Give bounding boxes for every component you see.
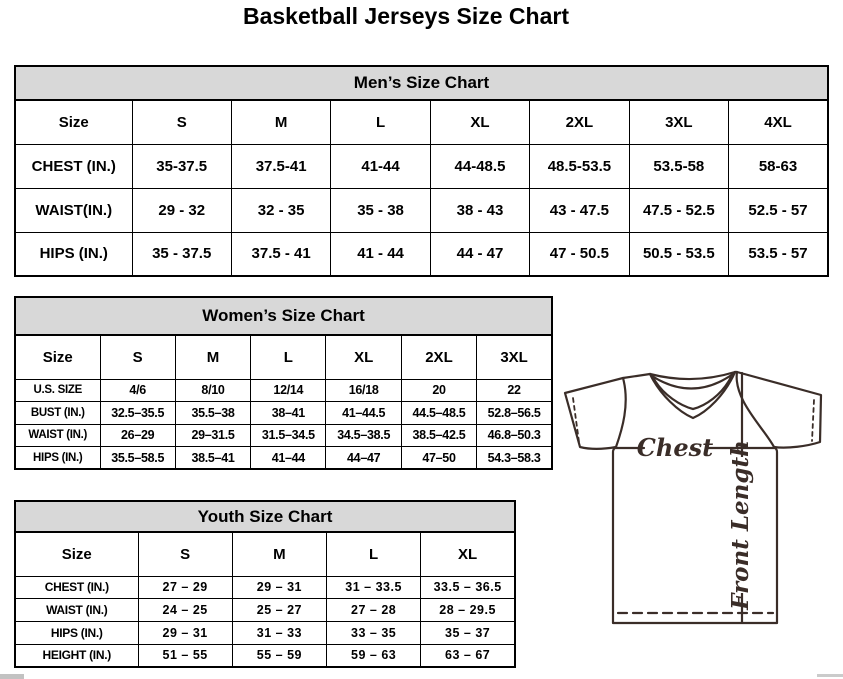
measurement-value-cell: 35.5–58.5 — [100, 447, 175, 470]
size-column-header: L — [327, 532, 421, 576]
womens-size-chart — [14, 296, 553, 470]
measurement-value-cell: 47.5 - 52.5 — [629, 188, 728, 232]
measurement-row-label: CHEST (IN.) — [15, 144, 132, 188]
youth-size-chart-title: Youth Size Chart — [14, 500, 516, 533]
horizontal-scrollbar-thumb[interactable] — [0, 674, 24, 679]
measurement-row — [15, 188, 828, 232]
measurement-value-cell: 38.5–42.5 — [401, 424, 476, 447]
measurement-row-label: HIPS (IN.) — [15, 447, 100, 470]
measurement-row — [15, 447, 552, 470]
youth-size-chart — [14, 500, 516, 668]
size-column-header: M — [175, 335, 250, 379]
size-column-header: L — [331, 100, 430, 144]
measurement-value-cell: 22 — [477, 379, 552, 402]
measurement-value-cell: 24 – 25 — [138, 599, 232, 622]
measurement-row-label: WAIST(IN.) — [15, 188, 132, 232]
size-column-header: 2XL — [401, 335, 476, 379]
front-length-label: Front Length — [727, 440, 754, 610]
measurement-value-cell: 55 – 59 — [232, 644, 326, 667]
measurement-value-cell: 63 – 67 — [421, 644, 515, 667]
measurement-row-label: HIPS (IN.) — [15, 622, 138, 645]
womens-size-table — [14, 334, 553, 470]
measurement-value-cell: 33.5 – 36.5 — [421, 576, 515, 599]
measurement-value-cell: 37.5-41 — [231, 144, 330, 188]
mens-size-chart-title: Men’s Size Chart — [14, 65, 829, 101]
measurement-value-cell: 41-44 — [331, 144, 430, 188]
page-title: Basketball Jerseys Size Chart — [242, 3, 569, 29]
measurement-value-cell: 27 – 28 — [327, 599, 421, 622]
measurement-value-cell: 47–50 — [401, 447, 476, 470]
size-column-header: S — [100, 335, 175, 379]
measurement-value-cell: 8/10 — [175, 379, 250, 402]
size-column-header: S — [132, 100, 231, 144]
horizontal-scrollbar-fragment[interactable] — [817, 674, 843, 677]
measurement-value-cell: 35 - 37.5 — [132, 232, 231, 276]
measurement-row-label: HIPS (IN.) — [15, 232, 132, 276]
measurement-value-cell: 20 — [401, 379, 476, 402]
measurement-value-cell: 32.5–35.5 — [100, 402, 175, 425]
header-row — [15, 100, 828, 144]
measurement-value-cell: 44 - 47 — [430, 232, 529, 276]
measurement-row — [15, 599, 515, 622]
measurement-value-cell: 35 - 38 — [331, 188, 430, 232]
measurement-row — [15, 144, 828, 188]
measurement-value-cell: 16/18 — [326, 379, 401, 402]
measurement-row — [15, 379, 552, 402]
size-column-header: XL — [326, 335, 401, 379]
measurement-value-cell: 58-63 — [729, 144, 828, 188]
measurement-value-cell: 50.5 - 53.5 — [629, 232, 728, 276]
measurement-row — [15, 644, 515, 667]
size-column-header: XL — [421, 532, 515, 576]
size-column-header: S — [138, 532, 232, 576]
measurement-value-cell: 52.5 - 57 — [729, 188, 828, 232]
measurement-value-cell: 44-48.5 — [430, 144, 529, 188]
measurement-row-label: WAIST (IN.) — [15, 599, 138, 622]
womens-size-chart-title: Women’s Size Chart — [14, 296, 553, 336]
right-cuff-dashed-line — [812, 400, 814, 441]
collar-back-line — [650, 372, 735, 379]
measurement-value-cell: 4/6 — [100, 379, 175, 402]
measurement-row — [15, 576, 515, 599]
size-column-header: XL — [430, 100, 529, 144]
size-column-header: L — [251, 335, 326, 379]
measurement-value-cell: 31.5–34.5 — [251, 424, 326, 447]
measurement-value-cell: 32 - 35 — [231, 188, 330, 232]
measurement-value-cell: 38–41 — [251, 402, 326, 425]
measurement-row-label: HEIGHT (IN.) — [15, 644, 138, 667]
measurement-value-cell: 53.5 - 57 — [729, 232, 828, 276]
size-column-header: 2XL — [530, 100, 629, 144]
mens-size-table — [14, 99, 829, 277]
size-column-header: 4XL — [729, 100, 828, 144]
measurement-value-cell: 38 - 43 — [430, 188, 529, 232]
size-column-header: 3XL — [629, 100, 728, 144]
measurement-value-cell: 29 – 31 — [232, 576, 326, 599]
measurement-row — [15, 622, 515, 645]
measurement-value-cell: 27 – 29 — [138, 576, 232, 599]
measurement-value-cell: 37.5 - 41 — [231, 232, 330, 276]
measurement-row-label: BUST (IN.) — [15, 402, 100, 425]
measurement-row-label: U.S. SIZE — [15, 379, 100, 402]
measurement-value-cell: 29–31.5 — [175, 424, 250, 447]
size-column-header: M — [231, 100, 330, 144]
size-column-header: M — [232, 532, 326, 576]
measurement-row-label: CHEST (IN.) — [15, 576, 138, 599]
measurement-value-cell: 53.5-58 — [629, 144, 728, 188]
measurement-value-cell: 41–44.5 — [326, 402, 401, 425]
measurement-value-cell: 44.5–48.5 — [401, 402, 476, 425]
measurement-value-cell: 47 - 50.5 — [530, 232, 629, 276]
measurement-value-cell: 29 - 32 — [132, 188, 231, 232]
youth-size-table — [14, 531, 516, 668]
measurement-value-cell: 31 – 33 — [232, 622, 326, 645]
size-corner-header: Size — [15, 100, 132, 144]
jersey-measurement-diagram — [558, 362, 842, 634]
measurement-value-cell: 33 – 35 — [327, 622, 421, 645]
measurement-value-cell: 25 – 27 — [232, 599, 326, 622]
measurement-value-cell: 38.5–41 — [175, 447, 250, 470]
measurement-value-cell: 52.8–56.5 — [477, 402, 552, 425]
measurement-value-cell: 28 – 29.5 — [421, 599, 515, 622]
measurement-value-cell: 41 - 44 — [331, 232, 430, 276]
measurement-value-cell: 26–29 — [100, 424, 175, 447]
measurement-row — [15, 232, 828, 276]
measurement-value-cell: 12/14 — [251, 379, 326, 402]
header-row — [15, 532, 515, 576]
measurement-value-cell: 43 - 47.5 — [530, 188, 629, 232]
chest-label: Chest — [636, 433, 714, 462]
size-column-header: 3XL — [477, 335, 552, 379]
measurement-value-cell: 48.5-53.5 — [530, 144, 629, 188]
size-corner-header: Size — [15, 335, 100, 379]
measurement-value-cell: 44–47 — [326, 447, 401, 470]
measurement-row — [15, 402, 552, 425]
measurement-value-cell: 29 – 31 — [138, 622, 232, 645]
measurement-value-cell: 35-37.5 — [132, 144, 231, 188]
header-row — [15, 335, 552, 379]
measurement-value-cell: 46.8–50.3 — [477, 424, 552, 447]
measurement-value-cell: 35.5–38 — [175, 402, 250, 425]
measurement-row — [15, 424, 552, 447]
measurement-value-cell: 59 – 63 — [327, 644, 421, 667]
left-armhole-seam — [616, 378, 626, 447]
measurement-value-cell: 54.3–58.3 — [477, 447, 552, 470]
measurement-row-label: WAIST (IN.) — [15, 424, 100, 447]
mens-size-chart — [14, 65, 829, 277]
measurement-value-cell: 31 – 33.5 — [327, 576, 421, 599]
measurement-value-cell: 35 – 37 — [421, 622, 515, 645]
size-corner-header: Size — [15, 532, 138, 576]
measurement-value-cell: 41–44 — [251, 447, 326, 470]
measurement-value-cell: 51 – 55 — [138, 644, 232, 667]
measurement-value-cell: 34.5–38.5 — [326, 424, 401, 447]
